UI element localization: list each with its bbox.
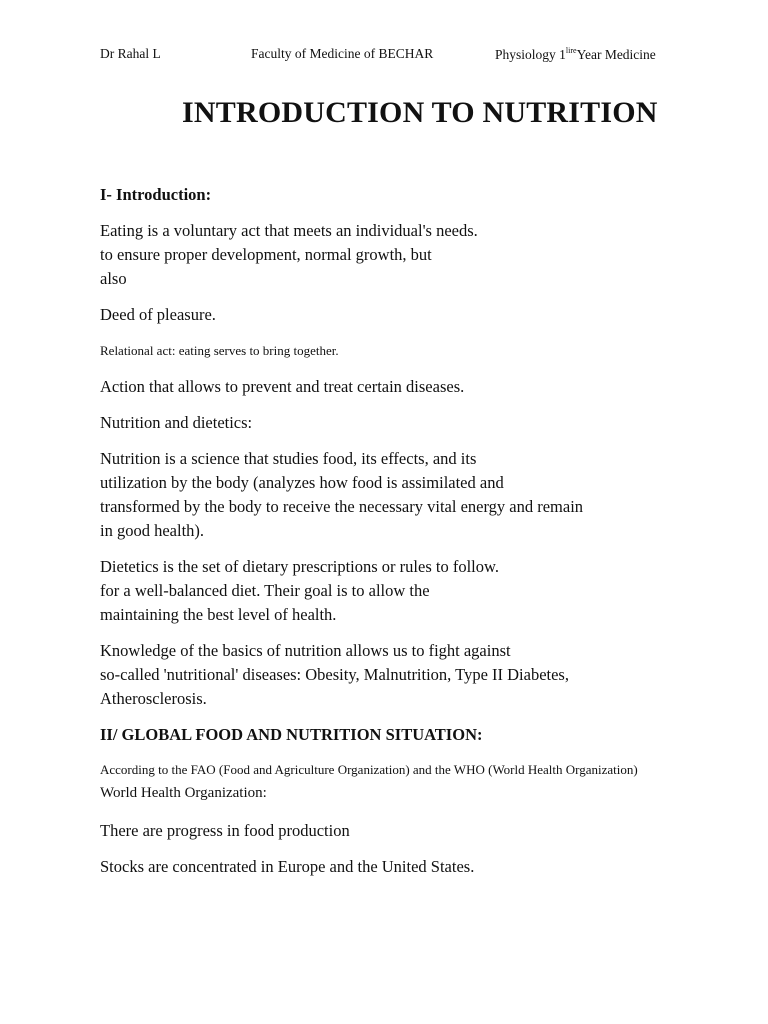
paragraph-line: maintaining the best level of health.: [100, 605, 337, 624]
paragraph-line: Deed of pleasure.: [100, 305, 216, 324]
page-header: [0, 46, 768, 66]
header-course-suffix: Year Medicine: [576, 47, 656, 62]
paragraph-line: Nutrition is a science that studies food, its effects, and its: [100, 449, 477, 468]
paragraph-line: also: [100, 269, 127, 288]
paragraph-line: World Health Organization:: [100, 785, 267, 801]
header-course-superscript: lire: [565, 46, 577, 55]
paragraph-line: for a well-balanced diet. Their goal is to allow the: [100, 581, 430, 600]
paragraph-line: Dietetics is the set of dietary prescriptions or rules to follow.: [100, 557, 499, 576]
header-faculty: Faculty of Medicine of BECHAR: [251, 46, 434, 61]
paragraph-line: Eating is a voluntary act that meets an individual's needs.: [100, 221, 478, 240]
paragraph-line: Relational act: eating serves to bring together.: [100, 343, 339, 358]
paragraph-line: Action that allows to prevent and treat certain diseases.: [100, 377, 465, 396]
paragraph-line: Stocks are concentrated in Europe and the United States.: [100, 857, 475, 876]
paragraph-line: Atherosclerosis.: [100, 689, 207, 708]
paragraph-line: transformed by the body to receive the necessary vital energy and remain: [100, 497, 584, 516]
page-title: INTRODUCTION TO NUTRITION: [182, 96, 658, 129]
paragraph-line: to ensure proper development, normal growth, but: [100, 245, 432, 264]
paragraph-line: in good health).: [100, 521, 205, 540]
section-heading-introduction: I- Introduction:: [100, 185, 212, 204]
paragraph-line: According to the FAO (Food and Agriculture Organization) and the WHO (World Health Organization): [100, 762, 638, 777]
header-course: [495, 46, 656, 63]
paragraph-line: so-called 'nutritional' diseases: Obesity, Malnutrition, Type II Diabetes,: [100, 665, 569, 684]
paragraph-line: Nutrition and dietetics:: [100, 413, 253, 432]
header-author: Dr Rahal L: [100, 46, 161, 61]
paragraph-line: utilization by the body (analyzes how food is assimilated and: [100, 473, 504, 492]
paragraph-line: There are progress in food production: [100, 821, 350, 840]
header-course-prefix: Physiology 1: [495, 47, 566, 62]
paragraph-line: Knowledge of the basics of nutrition allows us to fight against: [100, 641, 511, 660]
section-heading-global-situation: II/ GLOBAL FOOD AND NUTRITION SITUATION:: [100, 725, 483, 744]
